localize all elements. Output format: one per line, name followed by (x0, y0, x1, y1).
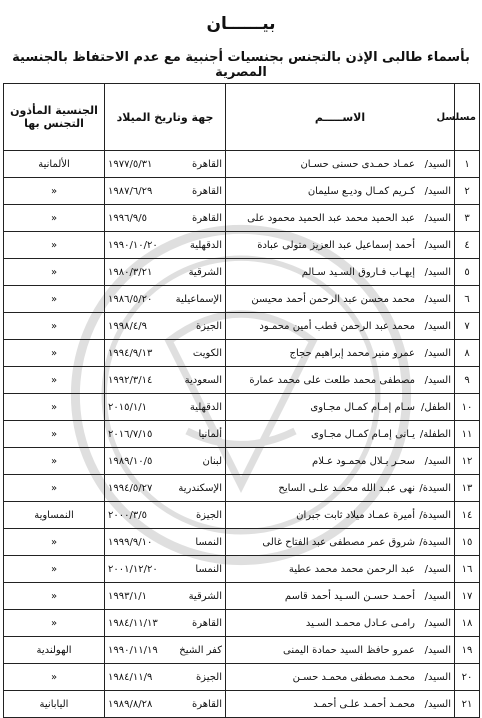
cell-place: القاهرة (192, 212, 222, 224)
cell-place: القاهرة (192, 185, 222, 197)
cell-place-date (105, 502, 226, 529)
cell-place: الجيزة (195, 509, 222, 521)
cell-name-prefix: السيد/ (424, 455, 451, 467)
table-row (4, 556, 480, 583)
cell-place: كفر الشيخ (179, 644, 222, 656)
cell-name (226, 340, 455, 367)
cell-name-prefix: السيد/ (424, 266, 451, 278)
cell-nationality: « (4, 232, 105, 259)
cell-place-date (105, 421, 226, 448)
cell-nationality: « (4, 313, 105, 340)
cell-name-text: سحـر بـلال محمـود عـلام (312, 455, 415, 467)
cell-serial: ١٩ (455, 637, 480, 664)
cell-date: ٢٠٠٠/٣/٥ (108, 509, 147, 521)
cell-serial: ١٦ (455, 556, 480, 583)
cell-place: القاهرة (192, 617, 222, 629)
cell-place-date (105, 475, 226, 502)
cell-nationality: النمساوية (4, 502, 105, 529)
cell-place: الكويت (192, 347, 222, 359)
cell-name-prefix: السيد/ (424, 320, 451, 332)
cell-date: ١٩٩٩/٩/١٠ (108, 536, 153, 548)
table-row (4, 394, 480, 421)
cell-nationality: « (4, 259, 105, 286)
table-row (4, 232, 480, 259)
cell-name (226, 502, 455, 529)
cell-name (226, 637, 455, 664)
cell-date: ٢٠١٥/١/١ (108, 401, 147, 413)
cell-name-text: أحمد إسماعيل عبد العزيز متولى عبادة (257, 239, 415, 251)
header-serial: مسلسل (455, 84, 480, 151)
table-row (4, 259, 480, 286)
cell-name-prefix: السيد/ (424, 212, 451, 224)
cell-name (226, 448, 455, 475)
table-row (4, 286, 480, 313)
cell-place: الإسكندرية (178, 482, 222, 494)
header-place-date: جهة وتاريخ الميلاد (105, 84, 226, 151)
cell-serial: ١٣ (455, 475, 480, 502)
cell-place-date (105, 583, 226, 610)
cell-date: ١٩٨٤/١١/١٣ (108, 617, 158, 629)
cell-date: ١٩٧٧/٥/٣١ (108, 158, 153, 170)
table-row (4, 664, 480, 691)
table-row (4, 421, 480, 448)
cell-nationality: « (4, 340, 105, 367)
cell-name (226, 232, 455, 259)
cell-place: لبنان (202, 455, 222, 467)
cell-name-prefix: الطفل/ (420, 401, 451, 413)
cell-nationality: « (4, 664, 105, 691)
cell-date: ١٩٩٤/٩/١٣ (108, 347, 153, 359)
cell-name (226, 367, 455, 394)
cell-date: ٢٠٠١/١٢/٢٠ (108, 563, 158, 575)
cell-name (226, 286, 455, 313)
cell-date: ١٩٩٢/٣/١٤ (108, 374, 153, 386)
cell-name-text: محمـد أحمـد علـى أحمـد (313, 698, 415, 710)
table-row (4, 151, 480, 178)
cell-name-text: عبد الحميد محمد عبد الحميد محمود على (247, 212, 415, 224)
document-title: بيــــــان (206, 14, 276, 34)
cell-nationality: الألمانية (4, 151, 105, 178)
cell-place-date (105, 232, 226, 259)
cell-date: ١٩٩٣/١/١ (108, 590, 147, 602)
cell-serial: ١ (455, 151, 480, 178)
cell-place-date (105, 205, 226, 232)
table-row (4, 502, 480, 529)
cell-nationality: « (4, 475, 105, 502)
cell-nationality: « (4, 286, 105, 313)
cell-name-prefix: السيد/ (424, 347, 451, 359)
cell-name-prefix: السيد/ (424, 617, 451, 629)
cell-name-prefix: السيد/ (424, 185, 451, 197)
cell-nationality: « (4, 421, 105, 448)
cell-name-text: أميرة عمـاد ميلاد ثابت جبران (296, 509, 415, 521)
cell-place: الدقهلية (189, 401, 222, 413)
cell-serial: ٢١ (455, 691, 480, 718)
names-table (3, 83, 480, 718)
table-row (4, 178, 480, 205)
document-subtitle: بأسماء طالبى الإذن بالتجنس بجنسيات أجنبية مع عدم الاحتفاظ بالجنسية المصرية (12, 50, 470, 80)
cell-name-prefix: السيد/ (424, 671, 451, 683)
cell-place-date (105, 529, 226, 556)
cell-name (226, 610, 455, 637)
cell-place-date (105, 313, 226, 340)
cell-name-prefix: السيدة/ (419, 482, 451, 494)
cell-name-text: محمد محسن عبد الرحمن أحمد محيسن (251, 293, 415, 305)
cell-date: ١٩٨٩/٨/٢٨ (108, 698, 153, 710)
cell-name (226, 151, 455, 178)
table-row (4, 583, 480, 610)
cell-name-text: يـانى إمـام كمـال مجـاوى (311, 428, 415, 440)
cell-serial: ١٤ (455, 502, 480, 529)
cell-name (226, 475, 455, 502)
cell-place-date (105, 691, 226, 718)
cell-nationality: « (4, 178, 105, 205)
cell-serial: ٢ (455, 178, 480, 205)
cell-place-date (105, 178, 226, 205)
cell-name (226, 205, 455, 232)
cell-name (226, 259, 455, 286)
cell-serial: ٦ (455, 286, 480, 313)
cell-date: ١٩٨٩/١٠/٥ (108, 455, 153, 467)
cell-place-date (105, 151, 226, 178)
cell-nationality: « (4, 583, 105, 610)
cell-date: ١٩٩٦/٩/٥ (108, 212, 147, 224)
cell-nationality: الهولندية (4, 637, 105, 664)
cell-serial: ١٨ (455, 610, 480, 637)
table-row (4, 475, 480, 502)
cell-name-text: إيهـاب فـاروق السـيد سـالم (301, 266, 415, 278)
cell-place-date (105, 286, 226, 313)
cell-date: ٢٠١٦/٧/١٥ (108, 428, 153, 440)
cell-name-prefix: السيد/ (424, 374, 451, 386)
cell-name-text: محمد عبد الرحمن قطب أمين محمـود (259, 320, 415, 332)
cell-nationality: اليابانية (4, 691, 105, 718)
table-row (4, 529, 480, 556)
cell-name-prefix: السيد/ (424, 563, 451, 575)
cell-place: الجيزة (195, 671, 222, 683)
cell-name-prefix: السيد/ (424, 644, 451, 656)
cell-name (226, 394, 455, 421)
cell-name-text: أحمـد حسـن السـيد أحمد قاسم (284, 590, 415, 602)
cell-serial: ١١ (455, 421, 480, 448)
cell-name-text: شروق عمر مصطفى عبد الفتاح غالى (262, 536, 415, 548)
cell-name-text: كـريم كمـال وديـع سليمان (307, 185, 415, 197)
cell-nationality: « (4, 556, 105, 583)
cell-name-text: مصطفى محمد طلعت على محمد عمارة (249, 374, 415, 386)
cell-nationality: « (4, 394, 105, 421)
cell-place-date (105, 340, 226, 367)
table-header-row (4, 84, 480, 151)
cell-serial: ٧ (455, 313, 480, 340)
table-row (4, 610, 480, 637)
cell-nationality: « (4, 205, 105, 232)
cell-place: ألمانيا (198, 428, 222, 440)
cell-date: ١٩٨٠/٣/٢١ (108, 266, 153, 278)
cell-place: النمسا (195, 563, 222, 575)
cell-name (226, 421, 455, 448)
cell-serial: ٤ (455, 232, 480, 259)
table-row (4, 367, 480, 394)
table-row (4, 340, 480, 367)
cell-name-prefix: السيد/ (424, 158, 451, 170)
cell-serial: ١٧ (455, 583, 480, 610)
cell-place: الشرقية (188, 590, 222, 602)
table-row (4, 691, 480, 718)
cell-name (226, 178, 455, 205)
cell-place-date (105, 556, 226, 583)
cell-serial: ٨ (455, 340, 480, 367)
table-row (4, 448, 480, 475)
cell-place: الدقهلية (189, 239, 222, 251)
cell-name-text: محمـد مصطفى محمـد حسـن (292, 671, 415, 683)
cell-place: الإسماعيلية (175, 293, 222, 305)
cell-nationality: « (4, 529, 105, 556)
cell-serial: ١٥ (455, 529, 480, 556)
cell-serial: ٣ (455, 205, 480, 232)
cell-place: النمسا (195, 536, 222, 548)
cell-nationality: « (4, 367, 105, 394)
cell-serial: ٥ (455, 259, 480, 286)
cell-date: ١٩٨٦/٥/٢٠ (108, 293, 153, 305)
cell-place: القاهرة (192, 158, 222, 170)
cell-place: السعودية (184, 374, 222, 386)
cell-name (226, 529, 455, 556)
cell-date: ١٩٩٠/١٠/٢٠ (108, 239, 158, 251)
cell-name-prefix: السيدة/ (419, 536, 451, 548)
table-body (4, 151, 480, 718)
cell-serial: ٢٠ (455, 664, 480, 691)
cell-date: ١٩٨٤/١١/٩ (108, 671, 153, 683)
cell-date: ١٩٩٤/٥/٢٧ (108, 482, 153, 494)
cell-date: ١٩٩٨/٤/٩ (108, 320, 147, 332)
cell-place: القاهرة (192, 698, 222, 710)
cell-place-date (105, 448, 226, 475)
cell-date: ١٩٩٠/١١/١٩ (108, 644, 158, 656)
table-row (4, 205, 480, 232)
cell-name-text: رامـى عـادل محمـد السـيد (305, 617, 415, 629)
cell-name-prefix: السيد/ (424, 239, 451, 251)
table-row (4, 313, 480, 340)
cell-nationality: « (4, 610, 105, 637)
cell-name-prefix: السيدة/ (419, 509, 451, 521)
cell-place: الشرقية (188, 266, 222, 278)
cell-name (226, 691, 455, 718)
cell-place-date (105, 394, 226, 421)
cell-place: الجيزة (195, 320, 222, 332)
cell-name-prefix: السيد/ (424, 698, 451, 710)
cell-name-text: نهى عبـد الله محمـد علـى السايح (278, 482, 415, 494)
cell-nationality: « (4, 448, 105, 475)
cell-name-prefix: الطفلة/ (419, 428, 451, 440)
cell-place-date (105, 259, 226, 286)
cell-name (226, 313, 455, 340)
cell-name-text: عمرو منير محمد إبراهيم حجاج (289, 347, 415, 359)
cell-serial: ١٠ (455, 394, 480, 421)
cell-name-text: عمرو حافظ السيد حمادة اليمنى (282, 644, 415, 656)
cell-name-text: عمـاد حمـدى حسنى حسـان (300, 158, 415, 170)
cell-serial: ٩ (455, 367, 480, 394)
cell-place-date (105, 664, 226, 691)
header-name: الاســـــم (226, 84, 455, 151)
cell-name-prefix: السيد/ (424, 590, 451, 602)
cell-name-text: سـام إمـام كمـال مجـاوى (310, 401, 415, 413)
table-row (4, 637, 480, 664)
cell-name (226, 664, 455, 691)
cell-place-date (105, 367, 226, 394)
cell-name-text: عبد الرحمن محمد محمد عطية (288, 563, 415, 575)
header-nationality: الجنسية المأذون التجنس بها (4, 84, 105, 151)
cell-name (226, 583, 455, 610)
cell-date: ١٩٨٧/٦/٢٩ (108, 185, 153, 197)
cell-serial: ١٢ (455, 448, 480, 475)
cell-name-prefix: السيد/ (424, 293, 451, 305)
cell-place-date (105, 610, 226, 637)
cell-place-date (105, 637, 226, 664)
cell-name (226, 556, 455, 583)
